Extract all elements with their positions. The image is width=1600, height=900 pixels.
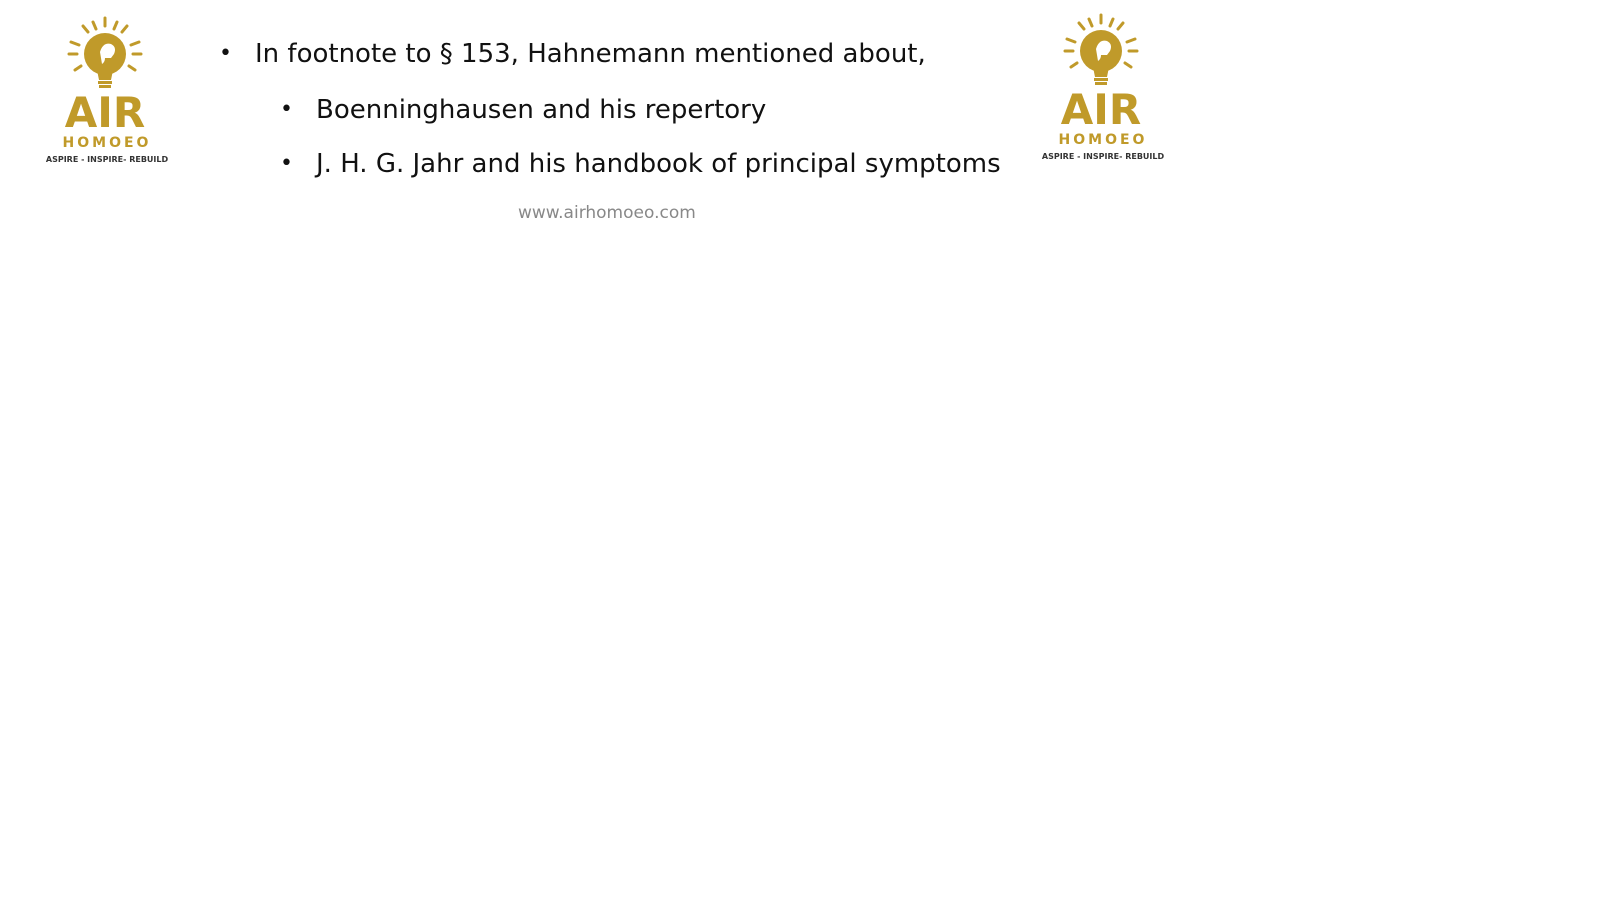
logo-subname: HOMOEO bbox=[62, 135, 152, 151]
air-homoeo-logo-right bbox=[1041, 11, 1171, 171]
bullet-text: J. H. G. Jahr and his handbook of principal symptoms bbox=[316, 149, 1001, 179]
bullet-text: In footnote to § 153, Hahnemann mentioned about, bbox=[255, 39, 926, 69]
bulb-logo-icon bbox=[1041, 11, 1171, 171]
logo-wordmark: AIR bbox=[1060, 85, 1142, 134]
bullet-text: Boenninghausen and his repertory bbox=[316, 95, 767, 125]
bullet-dot-icon: • bbox=[219, 41, 232, 66]
logo-tagline: ASPIRE - INSPIRE- REBUILD bbox=[1041, 152, 1165, 161]
footer-url: www.airhomoeo.com bbox=[518, 203, 696, 223]
bullet-dot-icon: • bbox=[280, 151, 293, 176]
logo-subname: HOMOEO bbox=[1058, 132, 1148, 148]
bullet-dot-icon: • bbox=[280, 97, 293, 122]
air-homoeo-logo-left bbox=[45, 14, 175, 174]
bulb-logo-icon bbox=[45, 14, 175, 174]
logo-wordmark: AIR bbox=[64, 88, 146, 137]
logo-tagline: ASPIRE - INSPIRE- REBUILD bbox=[45, 155, 169, 164]
